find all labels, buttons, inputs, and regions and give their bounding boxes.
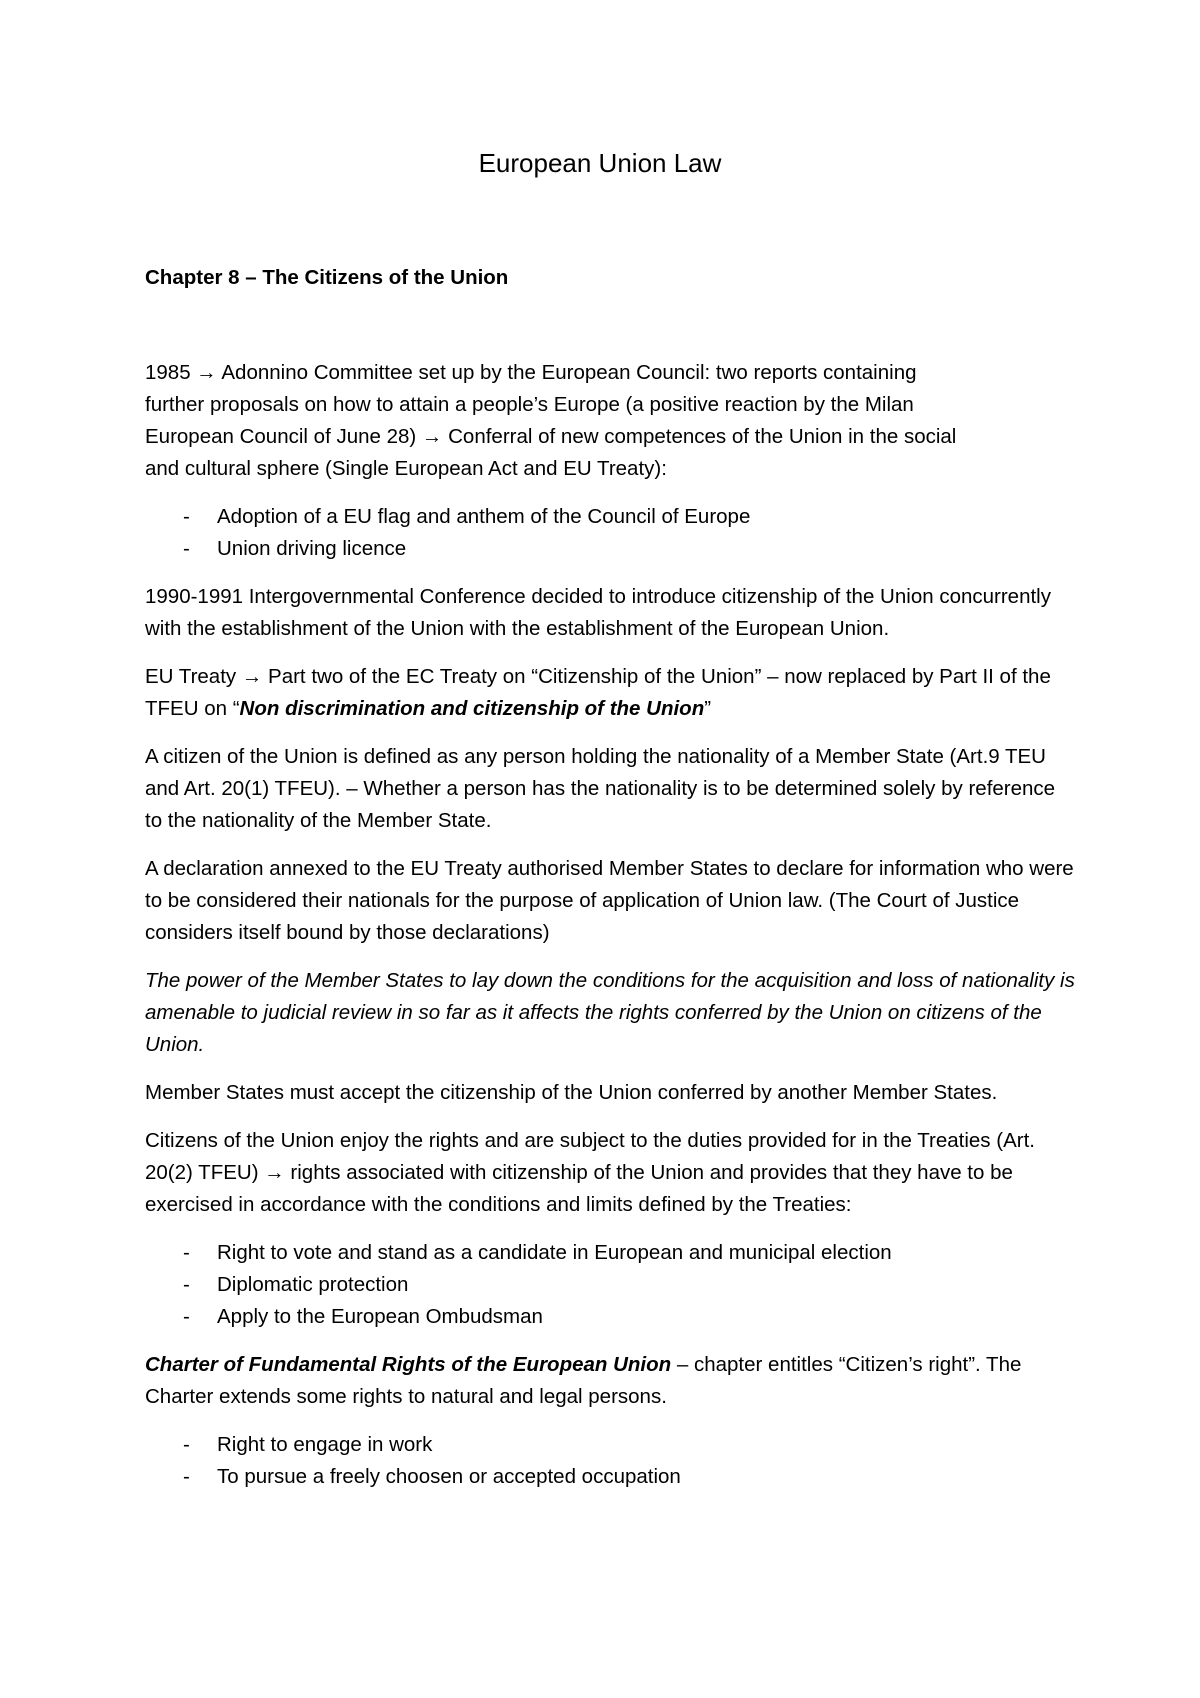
line: European Council of June 28) → Conferral of new competences of the Union in the social: [145, 425, 957, 448]
paragraph-declaration: A declaration annexed to the EU Treaty authorised Member States to declare for information who were to be considered their nationals for the purpose of application of Union law. (The Court of Justice considers itself bound by those declarations): [145, 857, 1074, 944]
list-rights: [145, 1237, 1075, 1333]
emphasis: Non discrimination and citizenship of the Union: [239, 697, 705, 720]
list-item: - Right to vote and stand as a candidate in European and municipal election: [145, 1237, 1075, 1269]
line: 1985 → Adonnino Committee set up by the European Council: two reports containing: [145, 361, 917, 384]
line: and cultural sphere (Single European Act and EU Treaty):: [145, 457, 667, 480]
paragraph-adonnino: [145, 357, 1075, 485]
paragraph-judicial-review: The power of the Member States to lay down the conditions for the acquisition and loss of nationality is amenable to judicial review in so far as it affects the rights conferred by the Union on citizens of the Union.: [145, 969, 1075, 1056]
paragraph-eu-treaty: [145, 661, 1075, 725]
text: ”: [704, 697, 712, 720]
document-body: [145, 357, 1075, 1509]
list-item: - Union driving licence: [145, 533, 1075, 565]
paragraph-charter: [145, 1349, 1075, 1413]
list-adonnino: [145, 501, 1075, 565]
list-item: - Adoption of a EU flag and anthem of the Council of Europe: [145, 501, 1075, 533]
list-item: - Apply to the European Ombudsman: [145, 1301, 1075, 1333]
page-title: European Union Law: [478, 148, 722, 178]
paragraph-member-states: Member States must accept the citizenship of the Union conferred by another Member States.: [145, 1081, 998, 1104]
list-item: - Right to engage in work: [145, 1429, 1075, 1461]
paragraph-rights: Citizens of the Union enjoy the rights and are subject to the duties provided for in the Treaties (Art. 20(2) TFEU) → rights associated with citizenship of the Union and provides that they have to be exercised in accordance with the conditions and limits defined by the Treaties:: [145, 1129, 1035, 1216]
list-item: - To pursue a freely choosen or accepted occupation: [145, 1461, 1075, 1493]
text: EU Treaty → Part two of the EC Treaty on “Citizenship of the Union” – now replaced by Part II of the TFEU on “: [145, 665, 1051, 720]
list-item: - Diplomatic protection: [145, 1269, 1075, 1301]
text: – chapter entitles “Citizen’s right”. The Charter extends some rights to natural and legal persons.: [145, 1353, 1022, 1408]
paragraph-igc: 1990-1991 Intergovernmental Conference decided to introduce citizenship of the Union concurrently with the establishment of the Union with the establishment of the European Union.: [145, 585, 1051, 640]
paragraph-citizen-definition: A citizen of the Union is defined as any person holding the nationality of a Member State (Art.9 TEU and Art. 20(1) TFEU). – Whether a person has the nationality is to be determined solely by reference to the nationality of the Member State.: [145, 745, 1056, 832]
emphasis: Charter of Fundamental Rights of the European Union: [145, 1353, 672, 1376]
chapter-heading: Chapter 8 – The Citizens of the Union: [145, 266, 509, 289]
list-charter: [145, 1429, 1075, 1493]
line: further proposals on how to attain a people’s Europe (a positive reaction by the Milan: [145, 393, 914, 416]
